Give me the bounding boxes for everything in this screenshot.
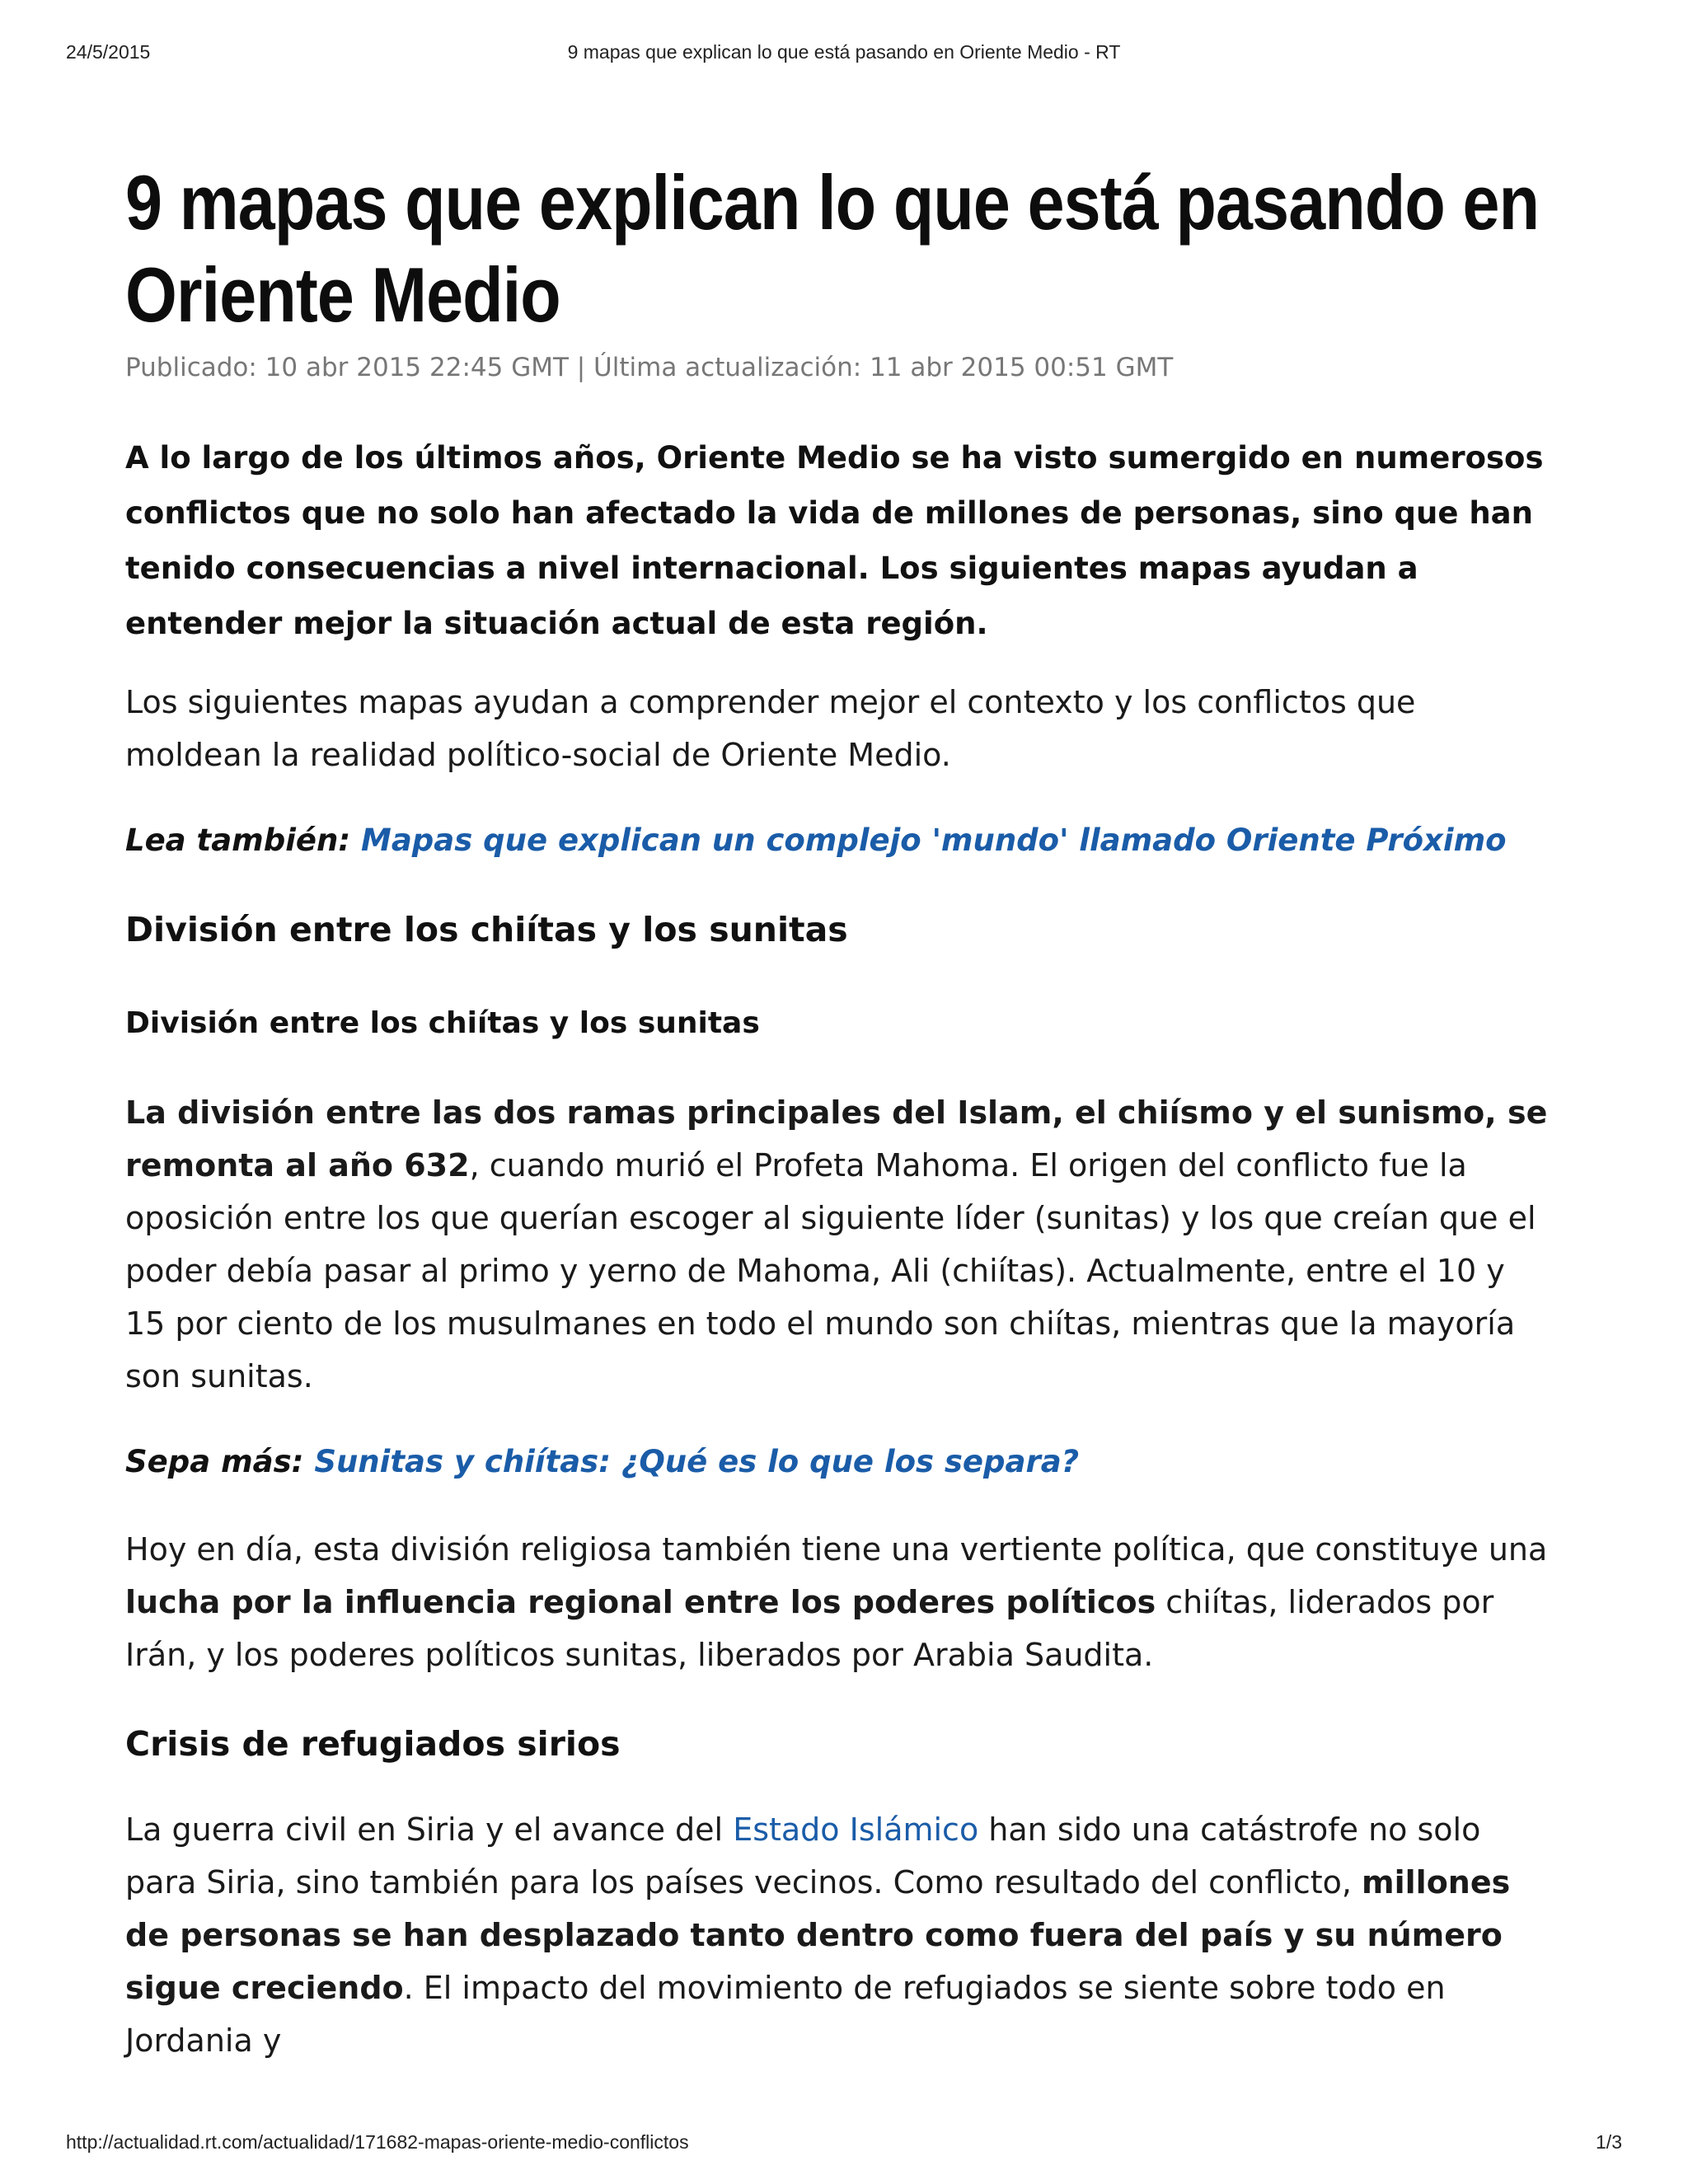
see-also-block bbox=[125, 814, 1551, 867]
shia-sunni-text: , cuando murió el Profeta Mahoma. El origen del conflicto fue la oposición entre los que querían escoger al siguiente líder (sunitas) y los que creían que el poder debía pasar al primo y yerno de Mahoma, Ali (chiítas). Actualmente, entre el 10 y 15 por ciento de los musulmanes en todo el mundo son chiítas, mientras que la mayoría son sunitas. bbox=[125, 1147, 1536, 1394]
refugees-text-end: . El impacto del movimiento de refugiados se siente sobre todo en Jordania y bbox=[125, 1970, 1446, 2059]
section-heading-shia-sunni: División entre los chiítas y los sunitas bbox=[125, 910, 848, 949]
intro-paragraph: Los siguientes mapas ayudan a comprender mejor el contexto y los conflictos que moldean la realidad político-social de Oriente Medio. bbox=[125, 684, 1416, 773]
print-page-number: 1/3 bbox=[1596, 2131, 1622, 2153]
article-lead: A lo largo de los últimos años, Oriente Medio se ha visto sumergido en numerosos conflictos que no solo han afectado la vida de millones de personas, sino que han tenido consecuencias a nivel internacional. Los siguientes mapas ayudan a entender mejor la situación actual de esta región. bbox=[125, 440, 1544, 641]
shia-sunni-bold-text: La división entre las dos ramas principales del Islam, el chiísmo y el sunismo, se remonta al año 632 bbox=[125, 1094, 1548, 1183]
see-also-label: Lea también: bbox=[125, 823, 362, 858]
refugees-text-start: La guerra civil en Siria y el avance del bbox=[125, 1811, 734, 1848]
p2-text-start: Hoy en día, esta división religiosa también tiene una vertiente política, que constituye una bbox=[125, 1531, 1548, 1568]
p2-text-end: chiítas, liderados por Irán, y los poderes políticos sunitas, liberados por Arabia Saudita. bbox=[125, 1584, 1494, 1673]
islamic-state-link[interactable]: Estado Islámico bbox=[733, 1811, 979, 1848]
shia-sunni-paragraph-1 bbox=[125, 1086, 1551, 1403]
section-heading-refugees: Crisis de refugiados sirios bbox=[125, 1724, 621, 1764]
print-footer bbox=[0, 2131, 1688, 2161]
refugees-text-mid: han sido una catástrofe no solo para Siria, sino también para los países vecinos. Como resultado del conflicto, bbox=[125, 1811, 1481, 1900]
refugees-bold-text: millones de personas se han desplazado tanto dentro como fuera del país y su número sigue creciendo bbox=[125, 1864, 1511, 2006]
shia-sunni-paragraph-2 bbox=[125, 1523, 1551, 1681]
print-header bbox=[0, 41, 1688, 71]
p2-bold-text: lucha por la influencia regional entre los poderes políticos bbox=[125, 1584, 1156, 1620]
article bbox=[125, 157, 1551, 2067]
learn-more-block bbox=[125, 1436, 1551, 1488]
learn-more-label: Sepa más: bbox=[125, 1444, 315, 1479]
article-title: 9 mapas que explican lo que está pasando en Oriente Medio bbox=[125, 159, 1540, 338]
article-meta: Publicado: 10 abr 2015 22:45 GMT | Última actualización: 11 abr 2015 00:51 GMT bbox=[125, 353, 1174, 382]
learn-more-link[interactable]: Sunitas y chiítas: ¿Qué es lo que los separa? bbox=[314, 1444, 1080, 1479]
print-url: http://actualidad.rt.com/actualidad/171682-mapas-oriente-medio-conflictos bbox=[66, 2131, 689, 2153]
see-also-link[interactable]: Mapas que explican un complejo 'mundo' llamado Oriente Próximo bbox=[361, 823, 1507, 858]
section-subheading-shia-sunni: División entre los chiítas y los sunitas bbox=[125, 1006, 760, 1040]
print-date: 24/5/2015 bbox=[66, 41, 151, 63]
print-page-title: 9 mapas que explican lo que está pasando en Oriente Medio - RT bbox=[567, 41, 1121, 63]
refugees-paragraph bbox=[125, 1803, 1551, 2067]
